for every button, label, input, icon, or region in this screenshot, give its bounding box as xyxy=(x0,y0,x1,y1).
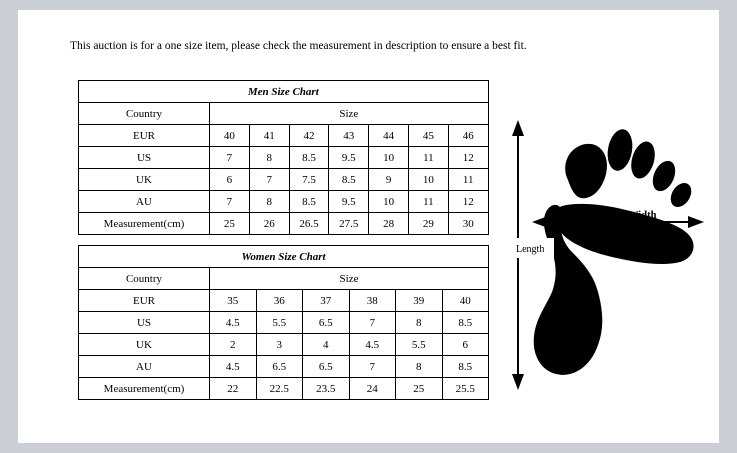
men-cell: 12 xyxy=(448,191,488,213)
men-cell: 45 xyxy=(408,125,448,147)
men-chart-title: Men Size Chart xyxy=(79,81,489,103)
size-chart-sheet xyxy=(18,10,719,443)
women-cell: 22 xyxy=(210,378,257,400)
men-cell: 26 xyxy=(249,213,289,235)
table-row xyxy=(79,378,489,400)
auction-notice: This auction is for a one size item, please check the measurement in description to ensure a best fit. xyxy=(70,40,527,52)
men-cell: 11 xyxy=(448,169,488,191)
women-country-header: Country xyxy=(79,268,210,290)
men-cell: 10 xyxy=(369,191,409,213)
table-row xyxy=(79,125,489,147)
women-row-label: Measurement(cm) xyxy=(79,378,210,400)
men-cell: 10 xyxy=(369,147,409,169)
men-cell: 12 xyxy=(448,147,488,169)
table-row-header xyxy=(79,268,489,290)
men-row-label: Measurement(cm) xyxy=(79,213,210,235)
men-cell: 8.5 xyxy=(289,191,329,213)
length-label: Length xyxy=(516,244,545,255)
men-cell: 41 xyxy=(249,125,289,147)
table-row-title xyxy=(79,81,489,103)
women-cell: 6.5 xyxy=(303,312,350,334)
men-cell: 44 xyxy=(369,125,409,147)
women-cell: 36 xyxy=(256,290,303,312)
women-row-label: UK xyxy=(79,334,210,356)
men-cell: 8 xyxy=(249,147,289,169)
men-size-chart-table xyxy=(78,80,489,235)
men-country-header: Country xyxy=(79,103,210,125)
women-cell: 22.5 xyxy=(256,378,303,400)
table-row xyxy=(79,312,489,334)
women-row-label: AU xyxy=(79,356,210,378)
men-cell: 7 xyxy=(249,169,289,191)
men-cell: 11 xyxy=(408,191,448,213)
table-row xyxy=(79,334,489,356)
table-row xyxy=(79,169,489,191)
men-cell: 25 xyxy=(210,213,250,235)
table-row xyxy=(79,356,489,378)
men-cell: 43 xyxy=(329,125,369,147)
women-cell: 24 xyxy=(349,378,396,400)
men-row-label: EUR xyxy=(79,125,210,147)
men-cell: 27.5 xyxy=(329,213,369,235)
women-cell: 8.5 xyxy=(442,312,489,334)
foot-measurement-diagram xyxy=(498,110,718,400)
men-cell: 40 xyxy=(210,125,250,147)
men-cell: 8.5 xyxy=(329,169,369,191)
women-cell: 7 xyxy=(349,312,396,334)
men-cell: 26.5 xyxy=(289,213,329,235)
table-row-header xyxy=(79,103,489,125)
table-row xyxy=(79,147,489,169)
men-cell: 42 xyxy=(289,125,329,147)
table-row xyxy=(79,191,489,213)
women-cell: 23.5 xyxy=(303,378,350,400)
men-cell: 9.5 xyxy=(329,147,369,169)
women-cell: 3 xyxy=(256,334,303,356)
men-cell: 7 xyxy=(210,147,250,169)
table-row xyxy=(79,213,489,235)
men-row-label: AU xyxy=(79,191,210,213)
women-cell: 4.5 xyxy=(210,356,257,378)
women-cell: 6.5 xyxy=(303,356,350,378)
women-chart-title: Women Size Chart xyxy=(79,246,489,268)
women-cell: 4.5 xyxy=(210,312,257,334)
women-cell: 38 xyxy=(349,290,396,312)
men-cell: 46 xyxy=(448,125,488,147)
women-cell: 4.5 xyxy=(349,334,396,356)
women-cell: 39 xyxy=(396,290,443,312)
men-cell: 9.5 xyxy=(329,191,369,213)
women-cell: 6 xyxy=(442,334,489,356)
women-cell: 8 xyxy=(396,356,443,378)
men-cell: 8 xyxy=(249,191,289,213)
women-size-chart-table xyxy=(78,245,489,400)
women-cell: 6.5 xyxy=(256,356,303,378)
men-cell: 8.5 xyxy=(289,147,329,169)
women-cell: 7 xyxy=(349,356,396,378)
men-size-header: Size xyxy=(210,103,489,125)
women-cell: 5.5 xyxy=(256,312,303,334)
women-cell: 25 xyxy=(396,378,443,400)
men-cell: 7 xyxy=(210,191,250,213)
foot-silhouette xyxy=(534,127,696,375)
table-row xyxy=(79,290,489,312)
women-cell: 37 xyxy=(303,290,350,312)
men-cell: 6 xyxy=(210,169,250,191)
women-cell: 35 xyxy=(210,290,257,312)
men-cell: 7.5 xyxy=(289,169,329,191)
table-row-title xyxy=(79,246,489,268)
men-cell: 9 xyxy=(369,169,409,191)
women-size-header: Size xyxy=(210,268,489,290)
women-cell: 2 xyxy=(210,334,257,356)
women-cell: 25.5 xyxy=(442,378,489,400)
women-cell: 4 xyxy=(303,334,350,356)
men-cell: 29 xyxy=(408,213,448,235)
women-cell: 5.5 xyxy=(396,334,443,356)
width-label: Width xyxy=(628,210,657,221)
women-cell: 8 xyxy=(396,312,443,334)
women-cell: 40 xyxy=(442,290,489,312)
women-cell: 8.5 xyxy=(442,356,489,378)
men-cell: 10 xyxy=(408,169,448,191)
men-cell: 30 xyxy=(448,213,488,235)
women-row-label: US xyxy=(79,312,210,334)
men-cell: 28 xyxy=(369,213,409,235)
men-cell: 11 xyxy=(408,147,448,169)
men-row-label: UK xyxy=(79,169,210,191)
men-row-label: US xyxy=(79,147,210,169)
women-row-label: EUR xyxy=(79,290,210,312)
